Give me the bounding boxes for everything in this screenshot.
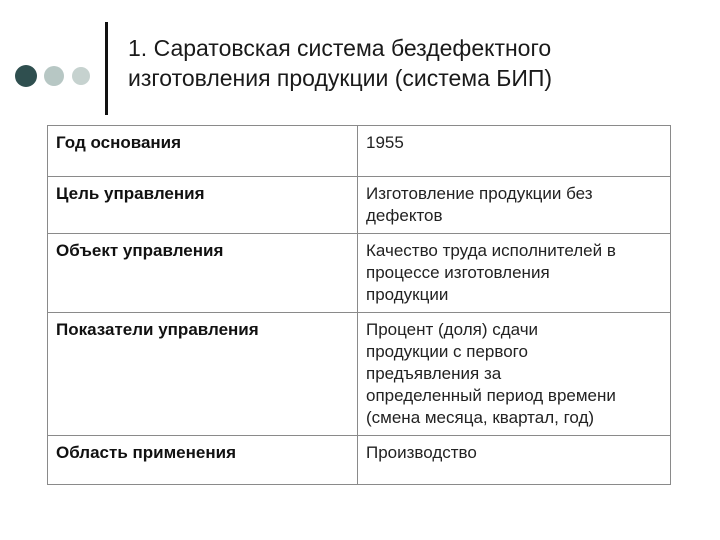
row-value-line: определенный период времени <box>366 386 616 405</box>
row-value-line: Качество труда исполнителей в <box>366 241 616 260</box>
slide-title-line-2: изготовления продукции (система БИП) <box>128 65 553 91</box>
table-row <box>48 436 671 485</box>
row-value <box>358 126 671 177</box>
row-value-line: процессе изготовления <box>366 263 550 282</box>
bullet-dot-light-1 <box>44 66 64 86</box>
table-row <box>48 177 671 234</box>
table-row <box>48 234 671 313</box>
vertical-rule <box>105 22 108 115</box>
row-value <box>358 313 671 436</box>
row-label: Год основания <box>48 126 358 177</box>
row-value-line: 1955 <box>366 133 404 152</box>
table-row <box>48 126 671 177</box>
bullet-dot-dark <box>15 65 37 87</box>
row-value-line: Изготовление продукции без <box>366 184 593 203</box>
bullet-dot-light-2 <box>72 67 90 85</box>
row-value-line: продукции <box>366 285 449 304</box>
row-value <box>358 234 671 313</box>
info-table <box>47 125 671 485</box>
row-label: Показатели управления <box>48 313 358 436</box>
row-label: Цель управления <box>48 177 358 234</box>
row-label: Объект управления <box>48 234 358 313</box>
row-value-line: Производство <box>366 443 477 462</box>
slide-title-line-1: 1. Саратовская система бездефектного <box>128 35 552 61</box>
row-value <box>358 177 671 234</box>
row-value-line: продукции с первого <box>366 342 528 361</box>
slide-title <box>128 33 688 93</box>
row-value-line: Процент (доля) сдачи <box>366 320 539 339</box>
row-label: Область применения <box>48 436 358 485</box>
row-value <box>358 436 671 485</box>
row-value-line: (смена месяца, квартал, год) <box>366 408 595 427</box>
row-value-line: предъявления за <box>366 364 502 383</box>
table-row <box>48 313 671 436</box>
row-value-line: дефектов <box>366 206 443 225</box>
